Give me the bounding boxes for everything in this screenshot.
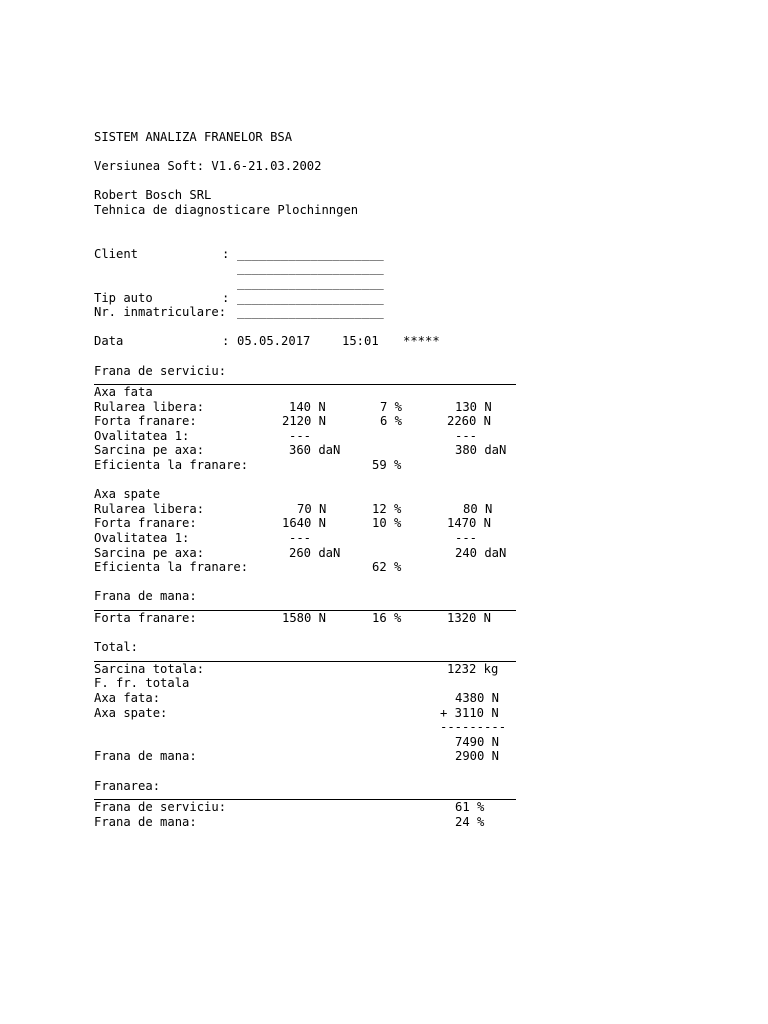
row-right-value: 380 daN xyxy=(455,443,507,458)
front-axle-total-value: 4380 N xyxy=(455,690,500,705)
braking-title: Franarea: xyxy=(94,778,161,793)
nr-inmatriculare-label: Nr. inmatriculare: xyxy=(94,305,227,320)
row-right-value: --- xyxy=(455,531,478,546)
row-percent: 62 % xyxy=(372,560,402,575)
row-left-value: 260 daN xyxy=(289,545,341,560)
row-right-value: 80 N xyxy=(463,501,493,516)
hand-braking-label: Frana de mana: xyxy=(94,814,197,829)
date-row xyxy=(94,334,524,349)
date-value: 05.05.2017 xyxy=(237,334,311,349)
hand-brake-total-label: Frana de mana: xyxy=(94,749,197,764)
table-row xyxy=(94,560,524,575)
tip-auto-label: Tip auto xyxy=(94,290,153,305)
table-row xyxy=(94,458,524,473)
table-row xyxy=(94,516,524,531)
company-name: Robert Bosch SRL xyxy=(94,188,212,203)
row-label: Ovalitatea 1: xyxy=(94,428,190,443)
client-row-2 xyxy=(94,261,524,276)
front-axle-total-label: Axa fata: xyxy=(94,690,161,705)
row-label: Rularea libera: xyxy=(94,399,205,414)
table-row xyxy=(94,531,524,546)
table-row xyxy=(94,429,524,444)
brake-analysis-report xyxy=(94,130,524,829)
row-right-value: 1470 N xyxy=(447,516,492,531)
row-left-value: 70 N xyxy=(297,501,327,516)
row-left-value: 1580 N xyxy=(282,611,327,625)
sum-row xyxy=(94,735,524,750)
hand-brake-total-row xyxy=(94,749,524,764)
row-percent: 6 % xyxy=(380,414,403,429)
rear-axle-total-row xyxy=(94,706,524,721)
client-blank-2: ____________________ xyxy=(237,261,384,276)
client-row-3 xyxy=(94,276,524,291)
colon: : xyxy=(222,334,230,349)
table-row xyxy=(94,414,524,429)
software-version: Versiunea Soft: V1.6-21.03.2002 xyxy=(94,159,322,174)
client-blank-3: ____________________ xyxy=(237,275,384,290)
row-percent: 12 % xyxy=(372,501,402,516)
sum-value: 7490 N xyxy=(455,734,500,749)
data-label: Data xyxy=(94,334,124,349)
row-left-value: 1640 N xyxy=(282,516,327,531)
row-label: Eficienta la franare: xyxy=(94,458,249,473)
row-label: Forta franare: xyxy=(94,516,197,531)
row-left-value: 360 daN xyxy=(289,443,341,458)
front-axle-rows xyxy=(94,400,524,473)
total-load-row xyxy=(94,662,524,677)
client-blank-1: ____________________ xyxy=(237,246,384,261)
rear-axle-rows xyxy=(94,502,524,575)
row-left-value: --- xyxy=(289,428,312,443)
nr-inmatriculare-blank: ____________________ xyxy=(237,305,384,320)
row-percent: 7 % xyxy=(380,399,403,414)
sum-dashes: --------- xyxy=(440,720,507,735)
table-row xyxy=(94,502,524,517)
row-left-value: 140 N xyxy=(289,399,326,414)
total-braking-force-label: F. fr. totala xyxy=(94,676,190,691)
nr-inmatriculare-row xyxy=(94,305,524,320)
hand-brake-row xyxy=(94,611,524,626)
service-braking-row xyxy=(94,800,524,815)
row-label: Forta franare: xyxy=(94,414,197,429)
row-label: Ovalitatea 1: xyxy=(94,531,190,546)
rear-axle-total-label: Axa spate: xyxy=(94,705,168,720)
hand-brake-title: Frana de mana: xyxy=(94,589,197,604)
row-left-value: 2120 N xyxy=(282,414,327,429)
rear-axle-total-value: + 3110 N xyxy=(440,705,499,720)
hand-braking-value: 24 % xyxy=(455,814,485,829)
stars: ***** xyxy=(403,334,440,349)
row-label: Forta franare: xyxy=(94,611,197,625)
colon: : xyxy=(222,246,230,261)
tip-auto-row xyxy=(94,291,524,306)
row-percent: 10 % xyxy=(372,516,402,531)
department-name: Tehnica de diagnosticare Plochinngen xyxy=(94,202,359,217)
tip-auto-blank: ____________________ xyxy=(237,290,384,305)
row-label: Eficienta la franare: xyxy=(94,560,249,575)
service-braking-value: 61 % xyxy=(455,800,485,815)
row-percent: 16 % xyxy=(372,611,402,625)
row-percent: 59 % xyxy=(372,458,402,473)
row-right-value: 240 daN xyxy=(455,545,507,560)
table-row xyxy=(94,400,524,415)
colon: : xyxy=(222,290,230,305)
row-label: Sarcina pe axa: xyxy=(94,443,205,458)
front-axle-title: Axa fata xyxy=(94,385,153,400)
row-label: Rularea libera: xyxy=(94,501,205,516)
front-axle-total-row xyxy=(94,691,524,706)
rear-axle-title: Axa spate xyxy=(94,487,161,502)
row-right-value: --- xyxy=(455,428,478,443)
table-row xyxy=(94,546,524,561)
table-row xyxy=(94,443,524,458)
sum-dashes-row xyxy=(94,720,524,735)
row-right-value: 130 N xyxy=(455,399,492,414)
row-label: Sarcina pe axa: xyxy=(94,545,205,560)
service-braking-label: Frana de serviciu: xyxy=(94,800,227,815)
total-load-value: 1232 kg xyxy=(447,661,499,676)
row-left-value: --- xyxy=(289,531,312,546)
time-value: 15:01 xyxy=(342,334,379,349)
total-title: Total: xyxy=(94,640,139,655)
total-load-label: Sarcina totala: xyxy=(94,661,205,676)
row-right-value: 1320 N xyxy=(447,611,492,625)
hand-brake-total-value: 2900 N xyxy=(455,749,500,764)
row-right-value: 2260 N xyxy=(447,414,492,429)
service-brake-title: Frana de serviciu: xyxy=(94,363,227,378)
report-title: SISTEM ANALIZA FRANELOR BSA xyxy=(94,130,293,144)
client-label: Client xyxy=(94,246,139,261)
client-row xyxy=(94,247,524,262)
hand-braking-row xyxy=(94,815,524,830)
